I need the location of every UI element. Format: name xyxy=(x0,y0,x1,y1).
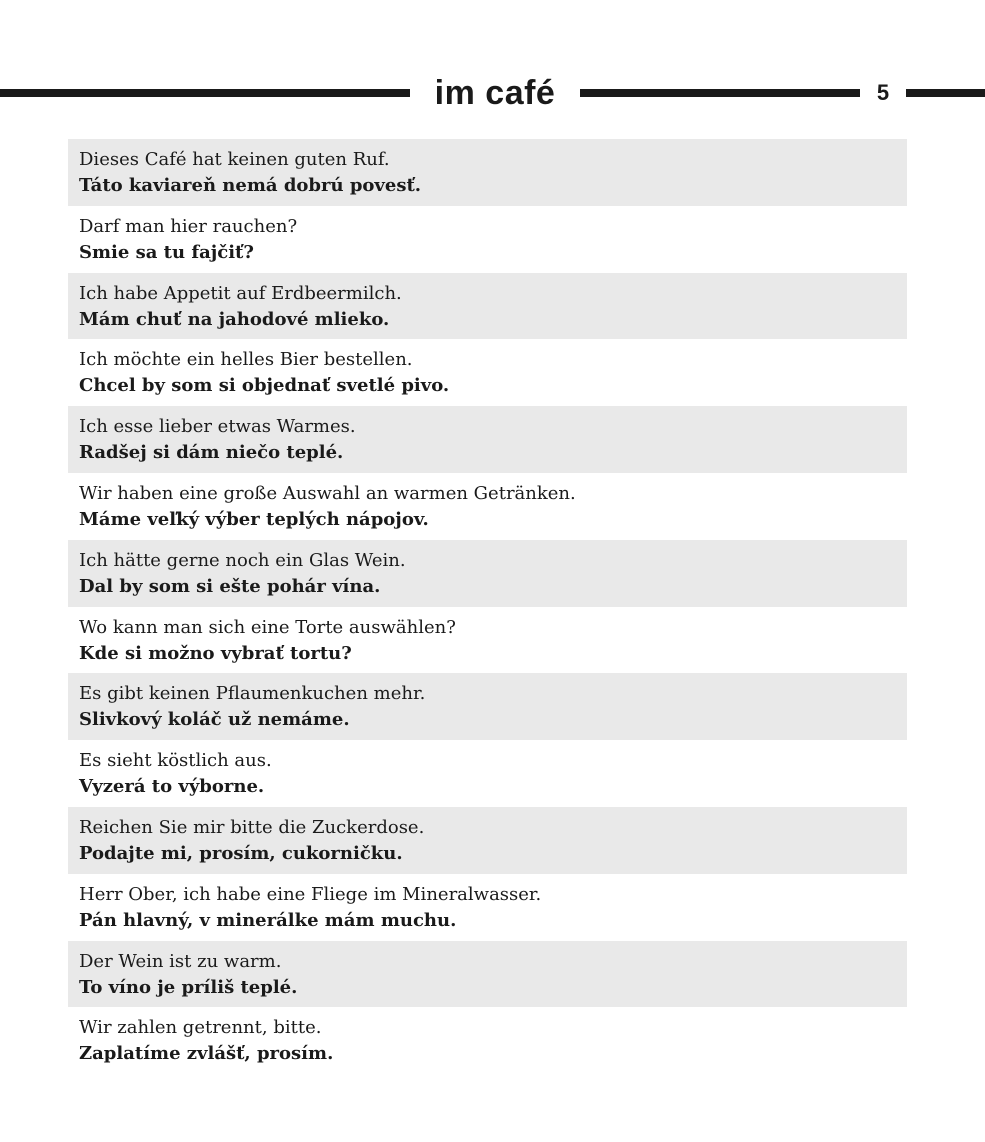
header-rule-left xyxy=(0,89,410,97)
slovak-translation: Dal by som si ešte pohár vína. xyxy=(79,575,381,597)
slovak-translation: Podajte mi, prosím, cukorničku. xyxy=(79,842,403,864)
phrase-item xyxy=(68,339,907,406)
phrase-item xyxy=(68,473,907,540)
phrase-item xyxy=(68,607,907,674)
phrase-item xyxy=(68,1007,907,1074)
slovak-translation: Pán hlavný, v minerálke mám muchu. xyxy=(79,909,457,931)
phrase-item xyxy=(68,273,907,340)
german-phrase: Dieses Café hat keinen guten Ruf. xyxy=(79,149,390,170)
slovak-translation: Máme veľký výber teplých nápojov. xyxy=(79,508,429,530)
german-phrase: Es sieht köstlich aus. xyxy=(79,750,272,772)
german-phrase: Darf man hier rauchen? xyxy=(79,215,298,237)
phrase-item xyxy=(68,740,907,807)
slovak-translation: Radšej si dám niečo teplé. xyxy=(79,442,344,464)
german-phrase: Ich hätte gerne noch ein Glas Wein. xyxy=(79,549,406,571)
german-phrase: Wir haben eine große Auswahl an warmen Getränken. xyxy=(79,482,576,504)
phrase-list xyxy=(68,139,907,1074)
phrase-item xyxy=(68,139,907,206)
german-phrase: Es gibt keinen Pflaumenkuchen mehr. xyxy=(79,683,426,705)
german-phrase: Ich habe Appetit auf Erdbeermilch. xyxy=(79,282,402,304)
page-header xyxy=(0,68,985,118)
slovak-translation: Slivkový koláč už nemáme. xyxy=(79,709,350,731)
slovak-translation: Smie sa tu fajčiť? xyxy=(79,241,254,263)
phrase-item xyxy=(68,874,907,941)
german-phrase: Herr Ober, ich habe eine Fliege im Mineralwasser. xyxy=(79,883,542,905)
slovak-translation: Vyzerá to výborne. xyxy=(79,776,265,798)
phrase-item xyxy=(68,206,907,273)
phrase-item xyxy=(68,673,907,740)
slovak-translation: Mám chuť na jahodové mlieko. xyxy=(79,308,390,330)
chapter-title: im café xyxy=(434,74,556,112)
german-phrase: Der Wein ist zu warm. xyxy=(79,950,282,972)
slovak-translation: Zaplatíme zvlášť, prosím. xyxy=(79,1043,334,1065)
phrase-item xyxy=(68,807,907,874)
slovak-translation: Kde si možno vybrať tortu? xyxy=(79,642,352,664)
slovak-translation: Chcel by som si objednať svetlé pivo. xyxy=(79,375,450,397)
phrase-item xyxy=(68,406,907,473)
header-rule-right xyxy=(906,89,985,97)
slovak-translation: To víno je príliš teplé. xyxy=(79,976,298,998)
phrase-item xyxy=(68,540,907,607)
german-phrase: Reichen Sie mir bitte die Zuckerdose. xyxy=(79,816,425,838)
german-phrase: Wir zahlen getrennt, bitte. xyxy=(79,1017,322,1039)
german-phrase: Ich esse lieber etwas Warmes. xyxy=(79,416,356,438)
page-number: 5 xyxy=(876,80,890,105)
german-phrase: Ich möchte ein helles Bier bestellen. xyxy=(79,349,413,371)
slovak-translation: Táto kaviareň nemá dobrú povesť. xyxy=(79,175,422,196)
header-rule-middle xyxy=(580,89,860,97)
german-phrase: Wo kann man sich eine Torte auswählen? xyxy=(79,616,456,638)
phrase-item xyxy=(68,941,907,1008)
